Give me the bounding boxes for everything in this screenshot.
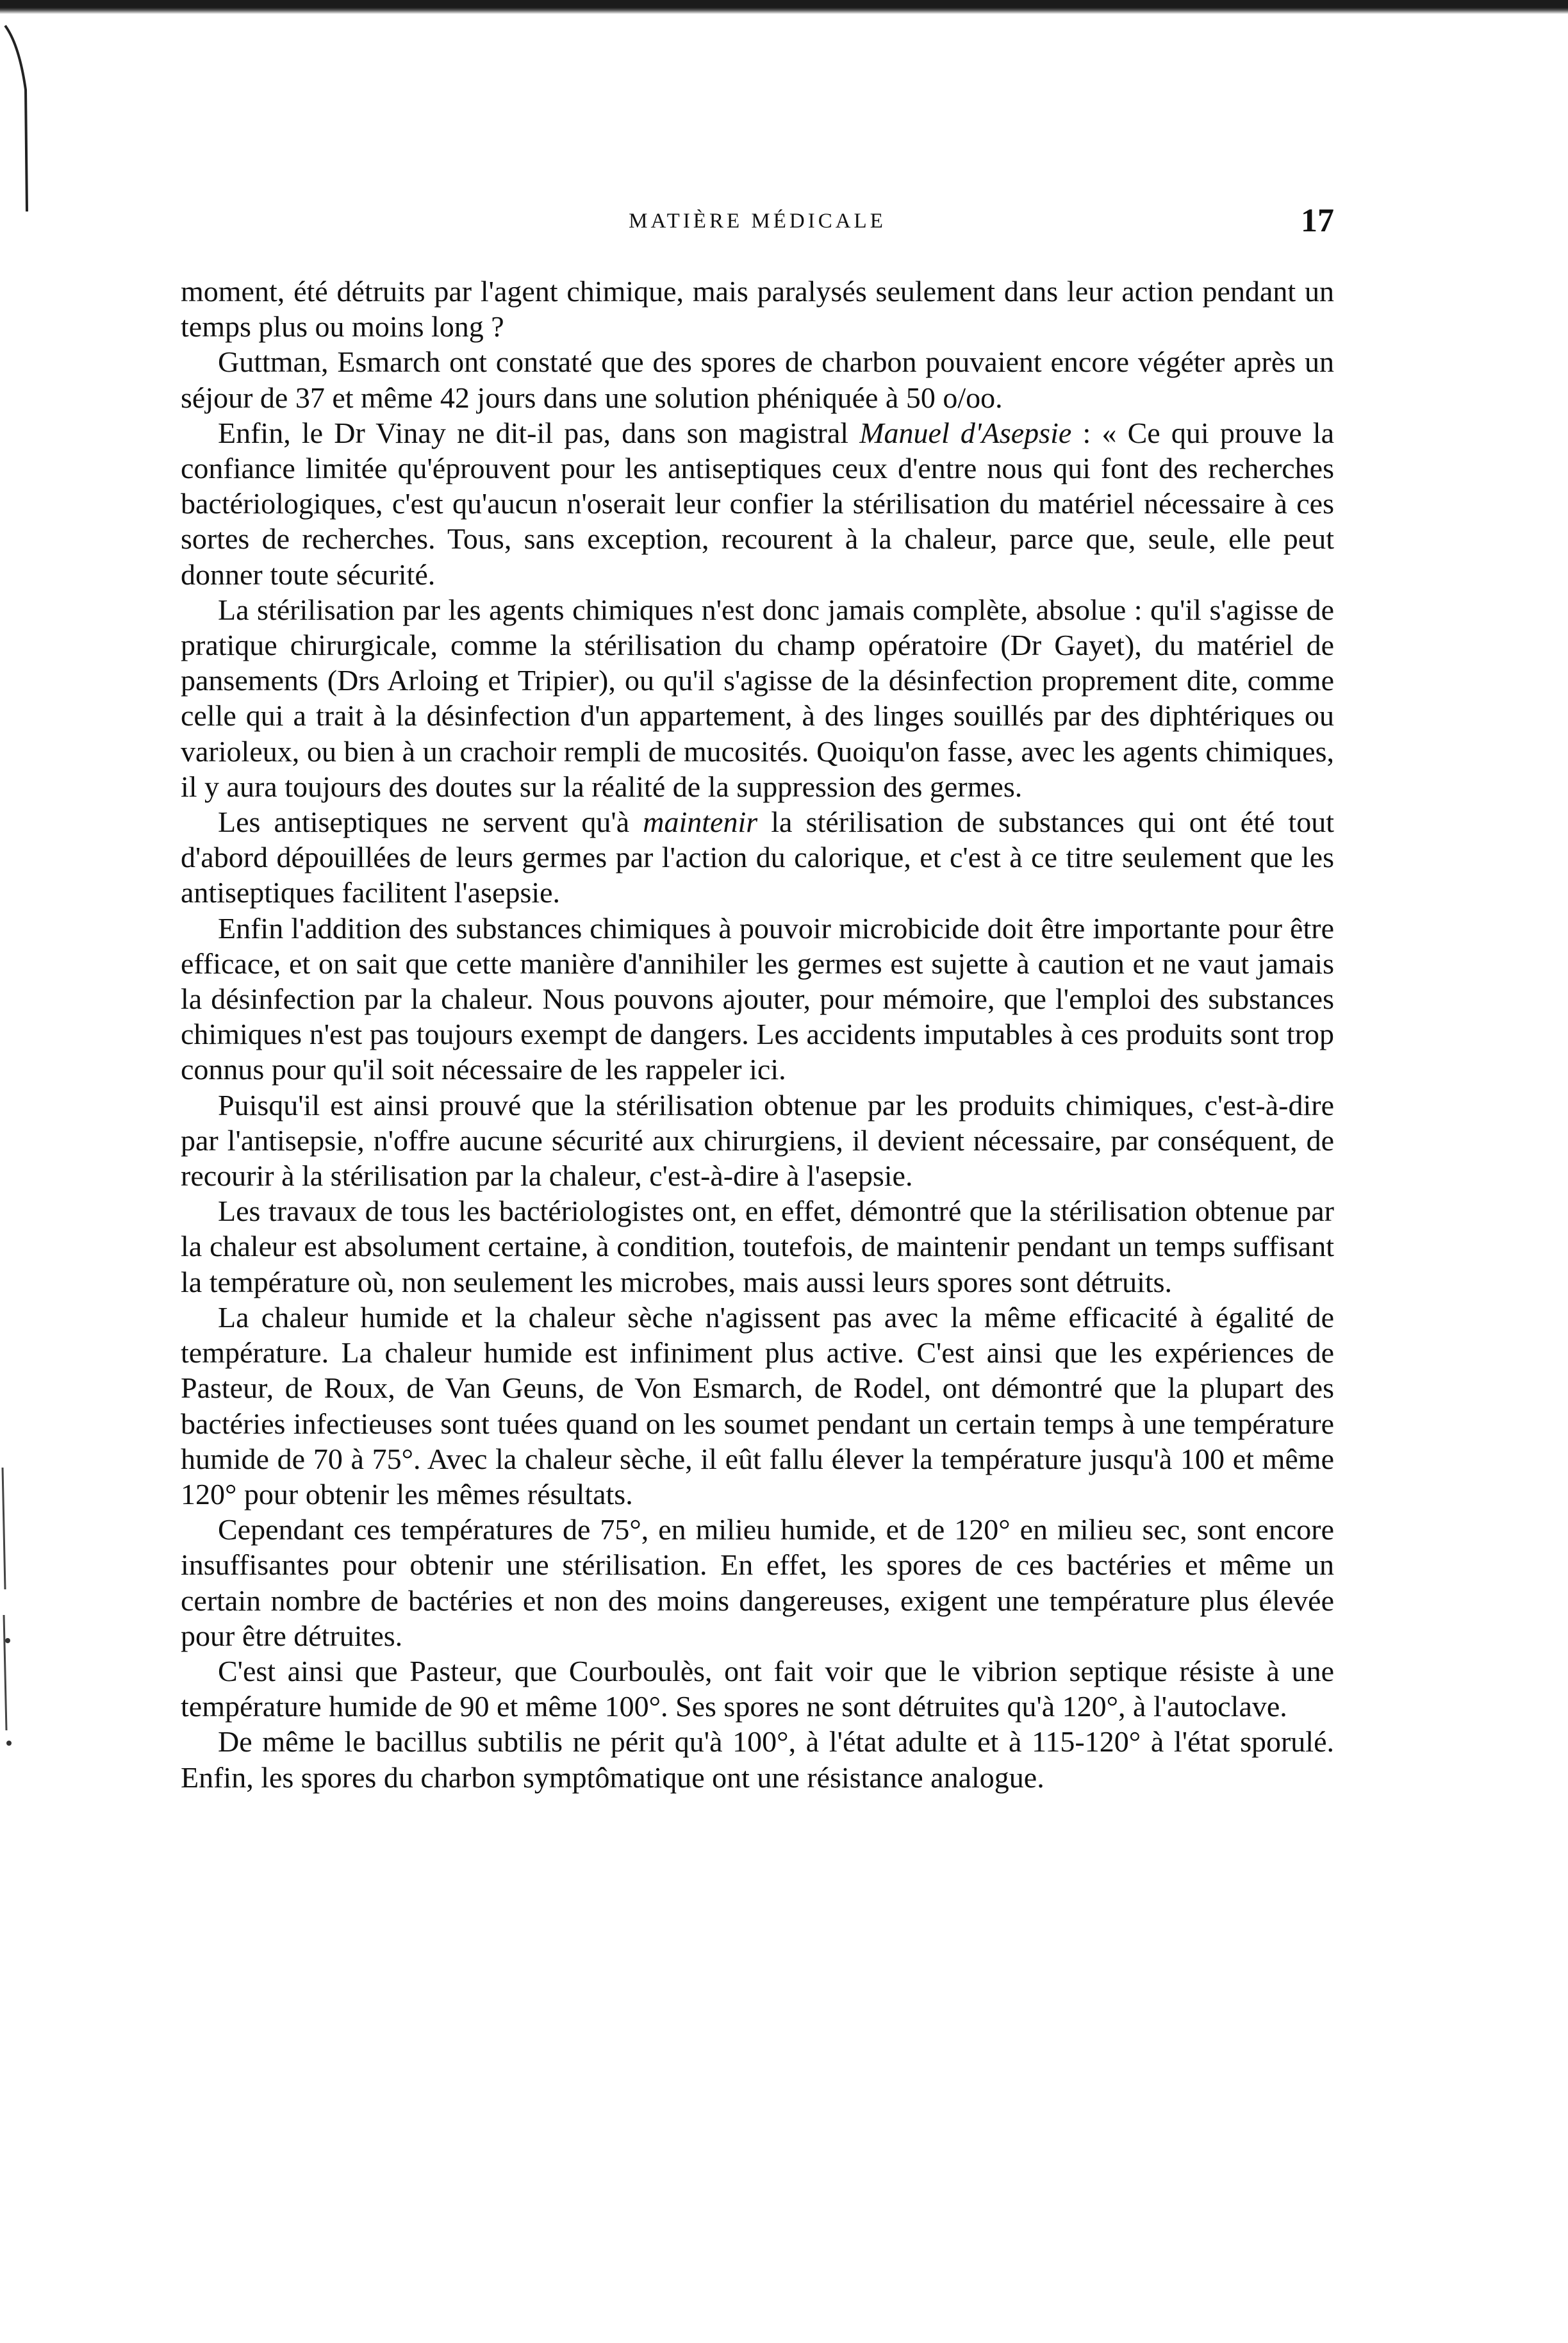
paragraph: La chaleur humide et la chaleur sèche n'agissent pas avec la même efficacité à égalité de température. La chaleur humide est infiniment plus active. C'est ainsi que les expériences de Pasteur, de Roux, de Van Geuns, de Von Esmarch, de Rodel, ont démontré que la plupart des bactéries infectieuses sont tuées quand on les soumet pendant un certain temps à une température humide de 70 à 75°. Avec la chaleur sèche, il eût fallu élever la température jusqu'à 100 et même 120° pour obtenir les mêmes résultats.	[181, 1300, 1334, 1511]
paragraph: De même le bacillus subtilis ne périt qu'à 100°, à l'état adulte et à 115-120° à l'état sporulé. Enfin, les spores du charbon symptômatique ont une résistance analogue.	[181, 1725, 1334, 1794]
paragraph: C'est ainsi que Pasteur, que Courboulès, ont fait voir que le vibrion septique résiste à une température humide de 90 et même 100°. Ses spores ne sont détruites qu'à 120°, à l'autoclave.	[181, 1654, 1334, 1723]
book-page	[181, 202, 1334, 1795]
paragraph: Enfin l'addition des substances chimiques à pouvoir microbicide doit être importante pour être efficace, et on sait que cette manière d'annihiler les germes est sujette à caution et ne vaut jamais la désinfection par la chaleur. Nous pouvons ajouter, pour mémoire, que l'emploi des substances chimiques n'est pas toujours exempt de dangers. Les accidents imputables à ces produits sont trop connus pour qu'il soit nécessaire de les rappeler ici.	[181, 911, 1334, 1086]
paragraph: Guttman, Esmarch ont constaté que des spores de charbon pouvaient encore végéter après un séjour de 37 et même 42 jours dans une solution phéniquée à 50 o/oo.	[181, 345, 1334, 414]
scan-top-rule	[0, 0, 1568, 14]
paragraph: Cependant ces températures de 75°, en milieu humide, et de 120° en milieu sec, sont encore insuffisantes pour obtenir une stérilisation. En effet, les spores de ces bactéries et même un certain nombre de bactéries et non des moins dangereuses, exigent une température plus élevée pour être détruites.	[181, 1513, 1334, 1652]
paragraph	[181, 415, 1334, 592]
paragraph-text: Enfin, le Dr Vinay ne dit-il pas, dans son magistral	[218, 416, 860, 449]
paragraph-text: la stérilisation de substances qui ont été tout d'abord dépouillées de leurs germes par l'action du calorique, et c'est à ce titre seulement que les antiseptiques facilitent l'asepsie.	[181, 806, 1334, 909]
paragraph	[181, 804, 1334, 911]
emphasis-italic: maintenir	[643, 806, 758, 839]
paragraph: moment, été détruits par l'agent chimique, mais paralysés seulement dans leur action pendant un temps plus ou moins long ?	[181, 275, 1334, 344]
book-title-italic: Manuel d'Asepsie	[859, 416, 1072, 449]
body-text	[181, 274, 1334, 1795]
running-title: MATIÈRE MÉDICALE	[629, 210, 886, 233]
scan-margin-marks	[0, 0, 38, 2343]
paragraph-text: : « Ce qui prouve la confiance limitée qu'éprouvent pour les antiseptiques ceux d'entre nous qui font des recherches bactériologiques, c'est qu'aucun n'oserait leur confier la stérilisation du matériel nécessaire à ces sortes de recherches. Tous, sans exception, recourent à la chaleur, parce que, seule, elle peut donner toute sécurité.	[181, 416, 1335, 591]
paragraph: Les travaux de tous les bactériologistes ont, en effet, démontré que la stérilisation obtenue par la chaleur est absolument certaine, à condition, toutefois, de maintenir pendant un temps suffisant la température où, non seulement les microbes, mais aussi leurs spores sont détruits.	[181, 1195, 1334, 1298]
paragraph: Puisqu'il est ainsi prouvé que la stérilisation obtenue par les produits chimiques, c'est-à-dire par l'antisepsie, n'offre aucune sécurité aux chirurgiens, il devient nécessaire, par conséquent, de recourir à la stérilisation par la chaleur, c'est-à-dire à l'asepsie.	[181, 1088, 1334, 1193]
paragraph-text: Les antiseptiques ne servent qu'à	[218, 806, 643, 839]
running-header	[181, 202, 1334, 247]
page-number: 17	[1301, 203, 1334, 239]
paragraph: La stérilisation par les agents chimiques n'est donc jamais complète, absolue : qu'il s'agisse de pratique chirurgicale, comme la stérilisation du champ opératoire (Dr Gayet), du matériel de pansements (Drs Arloing et Tripier), ou qu'il s'agisse de la désinfection proprement dite, comme celle qui a trait à la désinfection d'un appartement, à des linges souillés par des diphtériques ou varioleux, ou bien à un crachoir rempli de mucosités. Quoiqu'on fasse, avec les agents chimiques, il y aura toujours des doutes sur la réalité de la suppression des germes.	[181, 593, 1334, 803]
